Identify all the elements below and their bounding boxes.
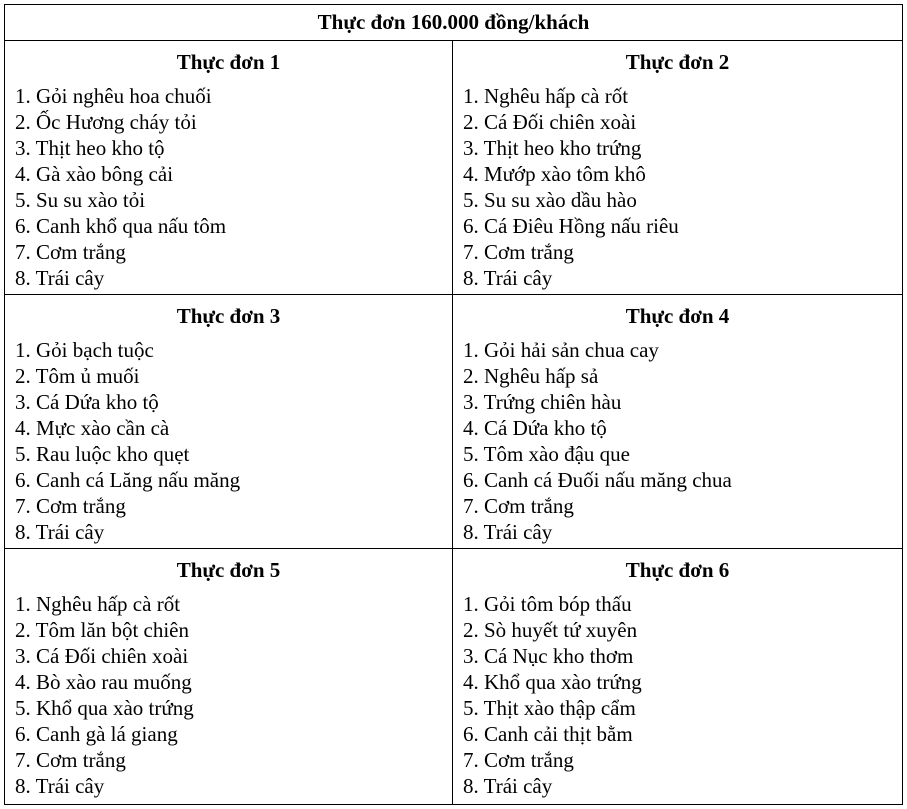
menu-item: 6. Canh cá Đuối nấu măng chua [463, 468, 732, 492]
menu-title: Thực đơn 4 [625, 304, 730, 328]
menu-item: 7. Cơm trắng [15, 748, 126, 772]
menu-item: 8. Trái cây [463, 774, 553, 798]
menu-item: 1. Gỏi hải sản chua cay [463, 338, 659, 362]
menu-item: 7. Cơm trắng [15, 240, 126, 264]
menu-item: 7. Cơm trắng [463, 494, 574, 518]
menu-item: 5. Su su xào tỏi [15, 188, 146, 212]
menu-item: 3. Thịt heo kho tộ [15, 136, 165, 160]
menu-item: 6. Canh cải thịt bằm [463, 722, 633, 746]
menu-item: 5. Khổ qua xào trứng [15, 696, 194, 720]
menu-item: 4. Gà xào bông cải [15, 162, 174, 186]
menu-item: 8. Trái cây [15, 520, 105, 544]
menu-item: 4. Bò xào rau muống [15, 670, 192, 694]
menu-item: 3. Cá Đối chiên xoài [15, 644, 189, 668]
menu-title: Thực đơn 1 [176, 50, 281, 74]
menu-item: 4. Mực xào cần cà [15, 416, 170, 440]
menu-item: 5. Rau luộc kho quẹt [15, 442, 190, 466]
menu-item: 8. Trái cây [463, 266, 553, 290]
menu-item: 8. Trái cây [463, 520, 553, 544]
menu-item: 3. Cá Nục kho thơm [463, 644, 634, 668]
menu-item: 8. Trái cây [15, 266, 105, 290]
menu-cell-5 [5, 549, 453, 804]
menu-item: 1. Nghêu hấp cà rốt [15, 592, 181, 616]
menu-title: Thực đơn 2 [625, 50, 730, 74]
menu-item: 5. Thịt xào thập cẩm [463, 696, 636, 720]
menu-item: 8. Trái cây [15, 774, 105, 798]
page-title: Thực đơn 160.000 đồng/khách [5, 5, 902, 41]
menu-item: 2. Tôm lăn bột chiên [15, 618, 189, 642]
menu-item: 2. Cá Đối chiên xoài [463, 110, 637, 134]
menu-item: 6. Canh khổ qua nấu tôm [15, 214, 227, 238]
menu-item: 5. Tôm xào đậu que [463, 442, 630, 466]
menu-title: Thực đơn 6 [625, 558, 730, 582]
menu-cell-2 [453, 41, 902, 295]
menu-cell-3 [5, 295, 453, 549]
menu-item: 2. Sò huyết tứ xuyên [463, 618, 638, 642]
menu-table [4, 4, 903, 805]
menu-item: 1. Nghêu hấp cà rốt [463, 84, 629, 108]
menu-cell-6 [453, 549, 902, 804]
menu-item: 4. Cá Dứa kho tộ [463, 416, 607, 440]
menu-item: 2. Tôm ủ muối [15, 364, 140, 388]
menu-item: 7. Cơm trắng [463, 748, 574, 772]
menu-cell-4 [453, 295, 902, 549]
menu-item: 6. Canh gà lá giang [15, 722, 178, 746]
menu-grid [5, 41, 902, 804]
menu-item: 5. Su su xào dầu hào [463, 188, 637, 212]
menu-item: 1. Gỏi bạch tuộc [15, 338, 154, 362]
menu-item: 6. Cá Điêu Hồng nấu riêu [463, 214, 679, 238]
menu-item: 7. Cơm trắng [463, 240, 574, 264]
menu-item: 1. Gỏi nghêu hoa chuối [15, 84, 212, 108]
menu-title: Thực đơn 3 [176, 304, 281, 328]
menu-item: 4. Mướp xào tôm khô [463, 162, 646, 186]
menu-item: 3. Thịt heo kho trứng [463, 136, 642, 160]
menu-item: 6. Canh cá Lăng nấu măng [15, 468, 241, 492]
menu-item: 2. Ốc Hương cháy tỏi [15, 110, 197, 134]
menu-item: 4. Khổ qua xào trứng [463, 670, 642, 694]
menu-item: 3. Cá Dứa kho tộ [15, 390, 159, 414]
menu-item: 1. Gỏi tôm bóp thấu [463, 592, 632, 616]
menu-cell-1 [5, 41, 453, 295]
menu-item: 3. Trứng chiên hàu [463, 390, 622, 414]
menu-item: 7. Cơm trắng [15, 494, 126, 518]
menu-title: Thực đơn 5 [176, 558, 281, 582]
menu-item: 2. Nghêu hấp sả [463, 364, 599, 388]
